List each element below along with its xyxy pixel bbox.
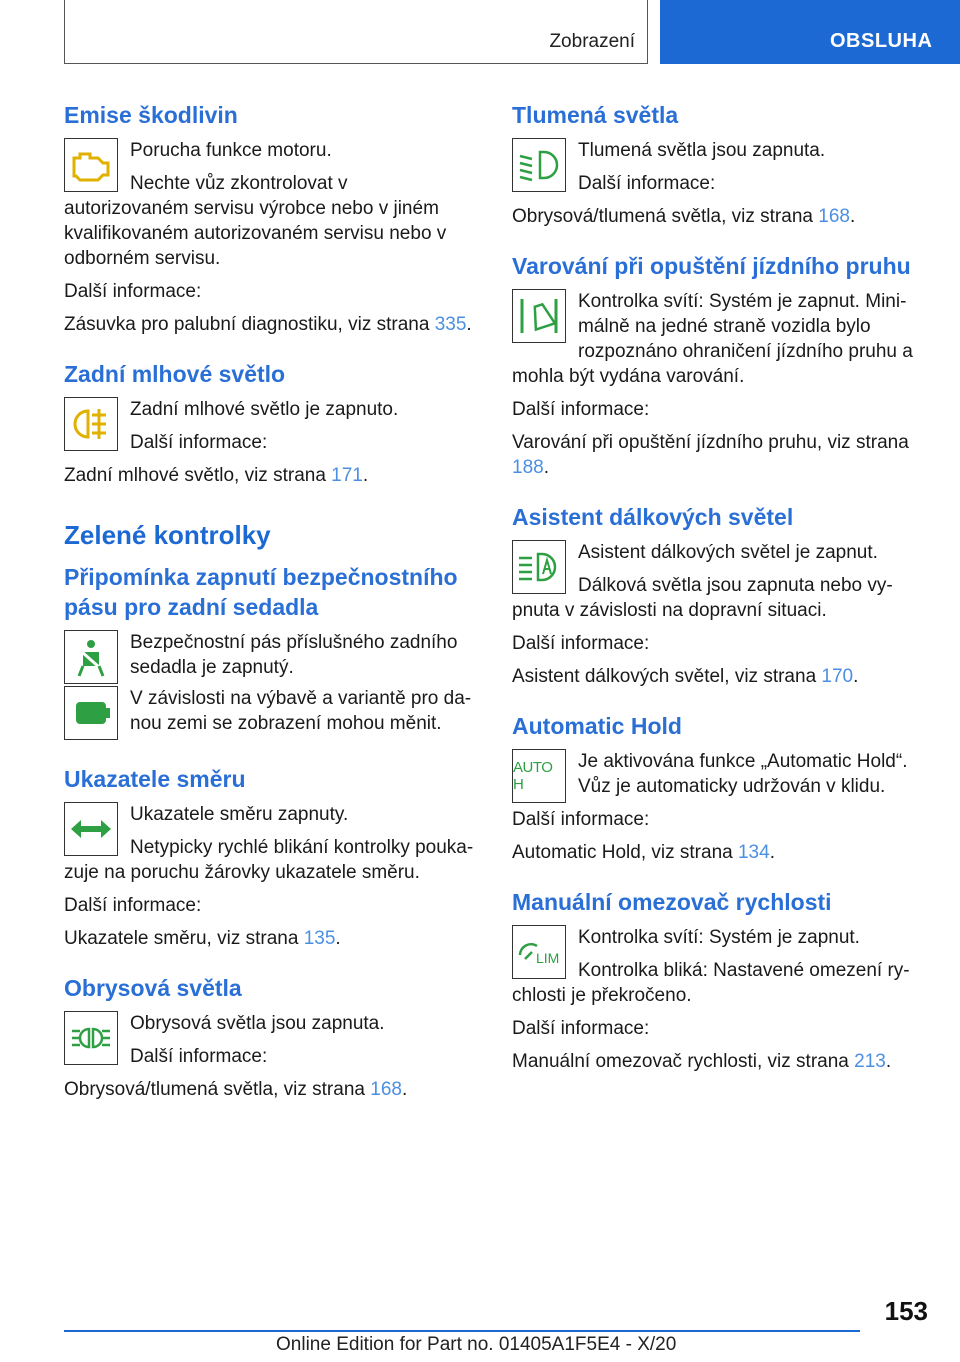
- paragraph: Porucha funkce motoru.: [130, 140, 332, 161]
- page-link[interactable]: 135: [303, 928, 336, 949]
- icon-label: LIM: [536, 950, 560, 966]
- section-dalkova: [512, 502, 924, 689]
- header-box: [64, 0, 648, 64]
- footer-edition: Online Edition for Part no. 01405A1F5E4 - X/20: [276, 1334, 677, 1355]
- section-lim: [512, 887, 924, 1074]
- paragraph: Manuální omezovač rychlosti, viz strana 213.: [512, 1051, 892, 1072]
- check-engine-icon: [64, 138, 118, 192]
- paragraph: Obrysová/tlumená světla, viz strana 168.: [64, 1079, 408, 1100]
- paragraph: Netypicky rychlé blikání kontrolky poukazuje na poruchu žárovky ukazatele směru.: [64, 837, 474, 883]
- paragraph: Zásuvka pro palubní diagnostiku, viz strana 335.: [64, 314, 472, 335]
- section-pruh: [512, 251, 924, 480]
- low-beam-icon: [512, 138, 566, 192]
- paragraph: Další informace:: [512, 809, 650, 830]
- paragraph: Je aktivována funkce „Automatic Hold“. Vůz je automaticky udržován v klidu.: [578, 751, 908, 797]
- paragraph: Další informace:: [578, 173, 716, 194]
- paragraph: Dálková světla jsou zapnuta nebo vypnuta v závislosti na dopravní situaci.: [512, 575, 893, 621]
- ref-text: Ukazatele směru, viz strana: [64, 928, 299, 949]
- section-tlumena: [512, 100, 924, 229]
- paragraph: Bezpečnostní pás příslušného zadního sedadla je zapnutý.: [130, 632, 458, 678]
- paragraph: Ukazatele směru zapnuty.: [130, 804, 349, 825]
- section-title: Emise škodlivin: [64, 102, 238, 128]
- footer-divider: [64, 1330, 860, 1332]
- page-link[interactable]: 188: [512, 457, 544, 478]
- paragraph: Zadní mlhové světlo, viz strana 171.: [64, 465, 369, 486]
- section-title: Obrysová světla: [64, 975, 242, 1001]
- seatbelt-icon: [64, 630, 118, 684]
- chapter-title: Zelené kontrolky: [64, 520, 271, 550]
- page-link[interactable]: 168: [370, 1079, 402, 1100]
- paragraph: Další informace:: [64, 895, 202, 916]
- section-title: Automatic Hold: [512, 713, 682, 739]
- page-link[interactable]: 171: [331, 465, 363, 486]
- paragraph: Další informace:: [64, 281, 202, 302]
- rear-fog-light-icon: [64, 397, 118, 451]
- paragraph: Obrysová/tlumená světla, viz strana 168.: [512, 206, 856, 227]
- paragraph: Nechte vůz zkontrolovat v autorizovaném servisu výrobce nebo v jiném kvalifikovaném autorizovaném servisu nebo v odborném servisu.: [64, 173, 447, 269]
- section-pas: [64, 562, 476, 742]
- header-tab: OBSLUHA: [660, 0, 960, 64]
- section-title: Asistent dálkových světel: [512, 504, 794, 530]
- section-title: Ukazatele směru: [64, 766, 246, 792]
- section-obrys: [64, 973, 476, 1102]
- icon-label: AUTO H: [513, 759, 553, 793]
- page-link[interactable]: 170: [821, 666, 854, 687]
- paragraph: V závislosti na výbavě a variantě pro danou zemi se zobrazení mohou měnit.: [130, 688, 472, 734]
- page-number: 153: [884, 1296, 928, 1326]
- section-title: Tlumená světla: [512, 102, 679, 128]
- paragraph: Varování při opuštění jízdního pruhu, viz strana 188.: [512, 432, 909, 478]
- ref-text: Varování při opuštění jízdního pruhu, viz strana: [512, 432, 909, 453]
- paragraph: Kontrolka bliká: Nastavené omezení rychlosti je překročeno.: [512, 960, 910, 1006]
- ref-text: Zásuvka pro palubní diagnostiku, viz strana: [64, 314, 430, 335]
- paragraph: Kontrolka svítí: Systém je zapnut. Minimálně na jedné straně vozidla bylo rozpoznáno ohraničení jízdního pruhu a mohla být vydána varování.: [512, 291, 913, 387]
- section-mlhove: [64, 359, 476, 496]
- paragraph: Kontrolka svítí: Systém je zapnut.: [578, 927, 860, 948]
- rear-seat-status-icon: [64, 686, 118, 740]
- paragraph: Asistent dálkových světel, viz strana 170.: [512, 666, 859, 687]
- paragraph: Další informace:: [512, 1018, 650, 1039]
- paragraph: Tlumená světla jsou zapnuta.: [578, 140, 826, 161]
- paragraph: Další informace:: [130, 1046, 268, 1067]
- lane-departure-icon: [512, 289, 566, 343]
- parking-lights-icon: [64, 1011, 118, 1065]
- section-title: Varování při opuštění jízdního pruhu: [512, 253, 911, 279]
- section-emise: [64, 100, 476, 337]
- ref-text: Zadní mlhové světlo, viz strana: [64, 465, 326, 486]
- paragraph: Obrysová světla jsou zapnuta.: [130, 1013, 385, 1034]
- ref-text: Obrysová/tlumená světla, viz strana: [64, 1079, 365, 1100]
- section-smer: [64, 764, 476, 951]
- high-beam-assistant-icon: [512, 540, 566, 594]
- paragraph: Zadní mlhové světlo je zapnuto.: [130, 399, 399, 420]
- ref-text: Automatic Hold, viz strana: [512, 842, 733, 863]
- turn-signal-icon: [64, 802, 118, 856]
- page-link[interactable]: 213: [854, 1051, 886, 1072]
- page-link[interactable]: 134: [737, 842, 770, 863]
- paragraph: Automatic Hold, viz strana 134.: [512, 842, 775, 863]
- right-column: [512, 100, 924, 1096]
- speed-limiter-icon: [512, 925, 566, 979]
- section-hold: [512, 711, 924, 865]
- page-link[interactable]: 168: [818, 206, 850, 227]
- paragraph: Asistent dálkových světel je zapnut.: [578, 542, 878, 563]
- paragraph: Další informace:: [130, 432, 268, 453]
- paragraph: Další informace:: [512, 399, 650, 420]
- ref-text: Manuální omezovač rychlosti, viz strana: [512, 1051, 849, 1072]
- ref-text: Obrysová/tlumená světla, viz strana: [512, 206, 813, 227]
- paragraph: Další informace:: [512, 633, 650, 654]
- section-title: Připomínka zapnutí bezpečnostního pásu pro zadní sedadla: [64, 564, 458, 620]
- paragraph: Ukazatele směru, viz strana 135.: [64, 928, 341, 949]
- section-title: Zadní mlhové světlo: [64, 361, 286, 387]
- header-section-title: Zobrazení: [549, 31, 635, 52]
- section-title: Manuální omezovač rychlosti: [512, 889, 832, 915]
- auto-hold-icon: [512, 749, 566, 803]
- page-link[interactable]: 335: [434, 314, 467, 335]
- left-column: [64, 100, 476, 1124]
- ref-text: Asistent dálkových světel, viz strana: [512, 666, 817, 687]
